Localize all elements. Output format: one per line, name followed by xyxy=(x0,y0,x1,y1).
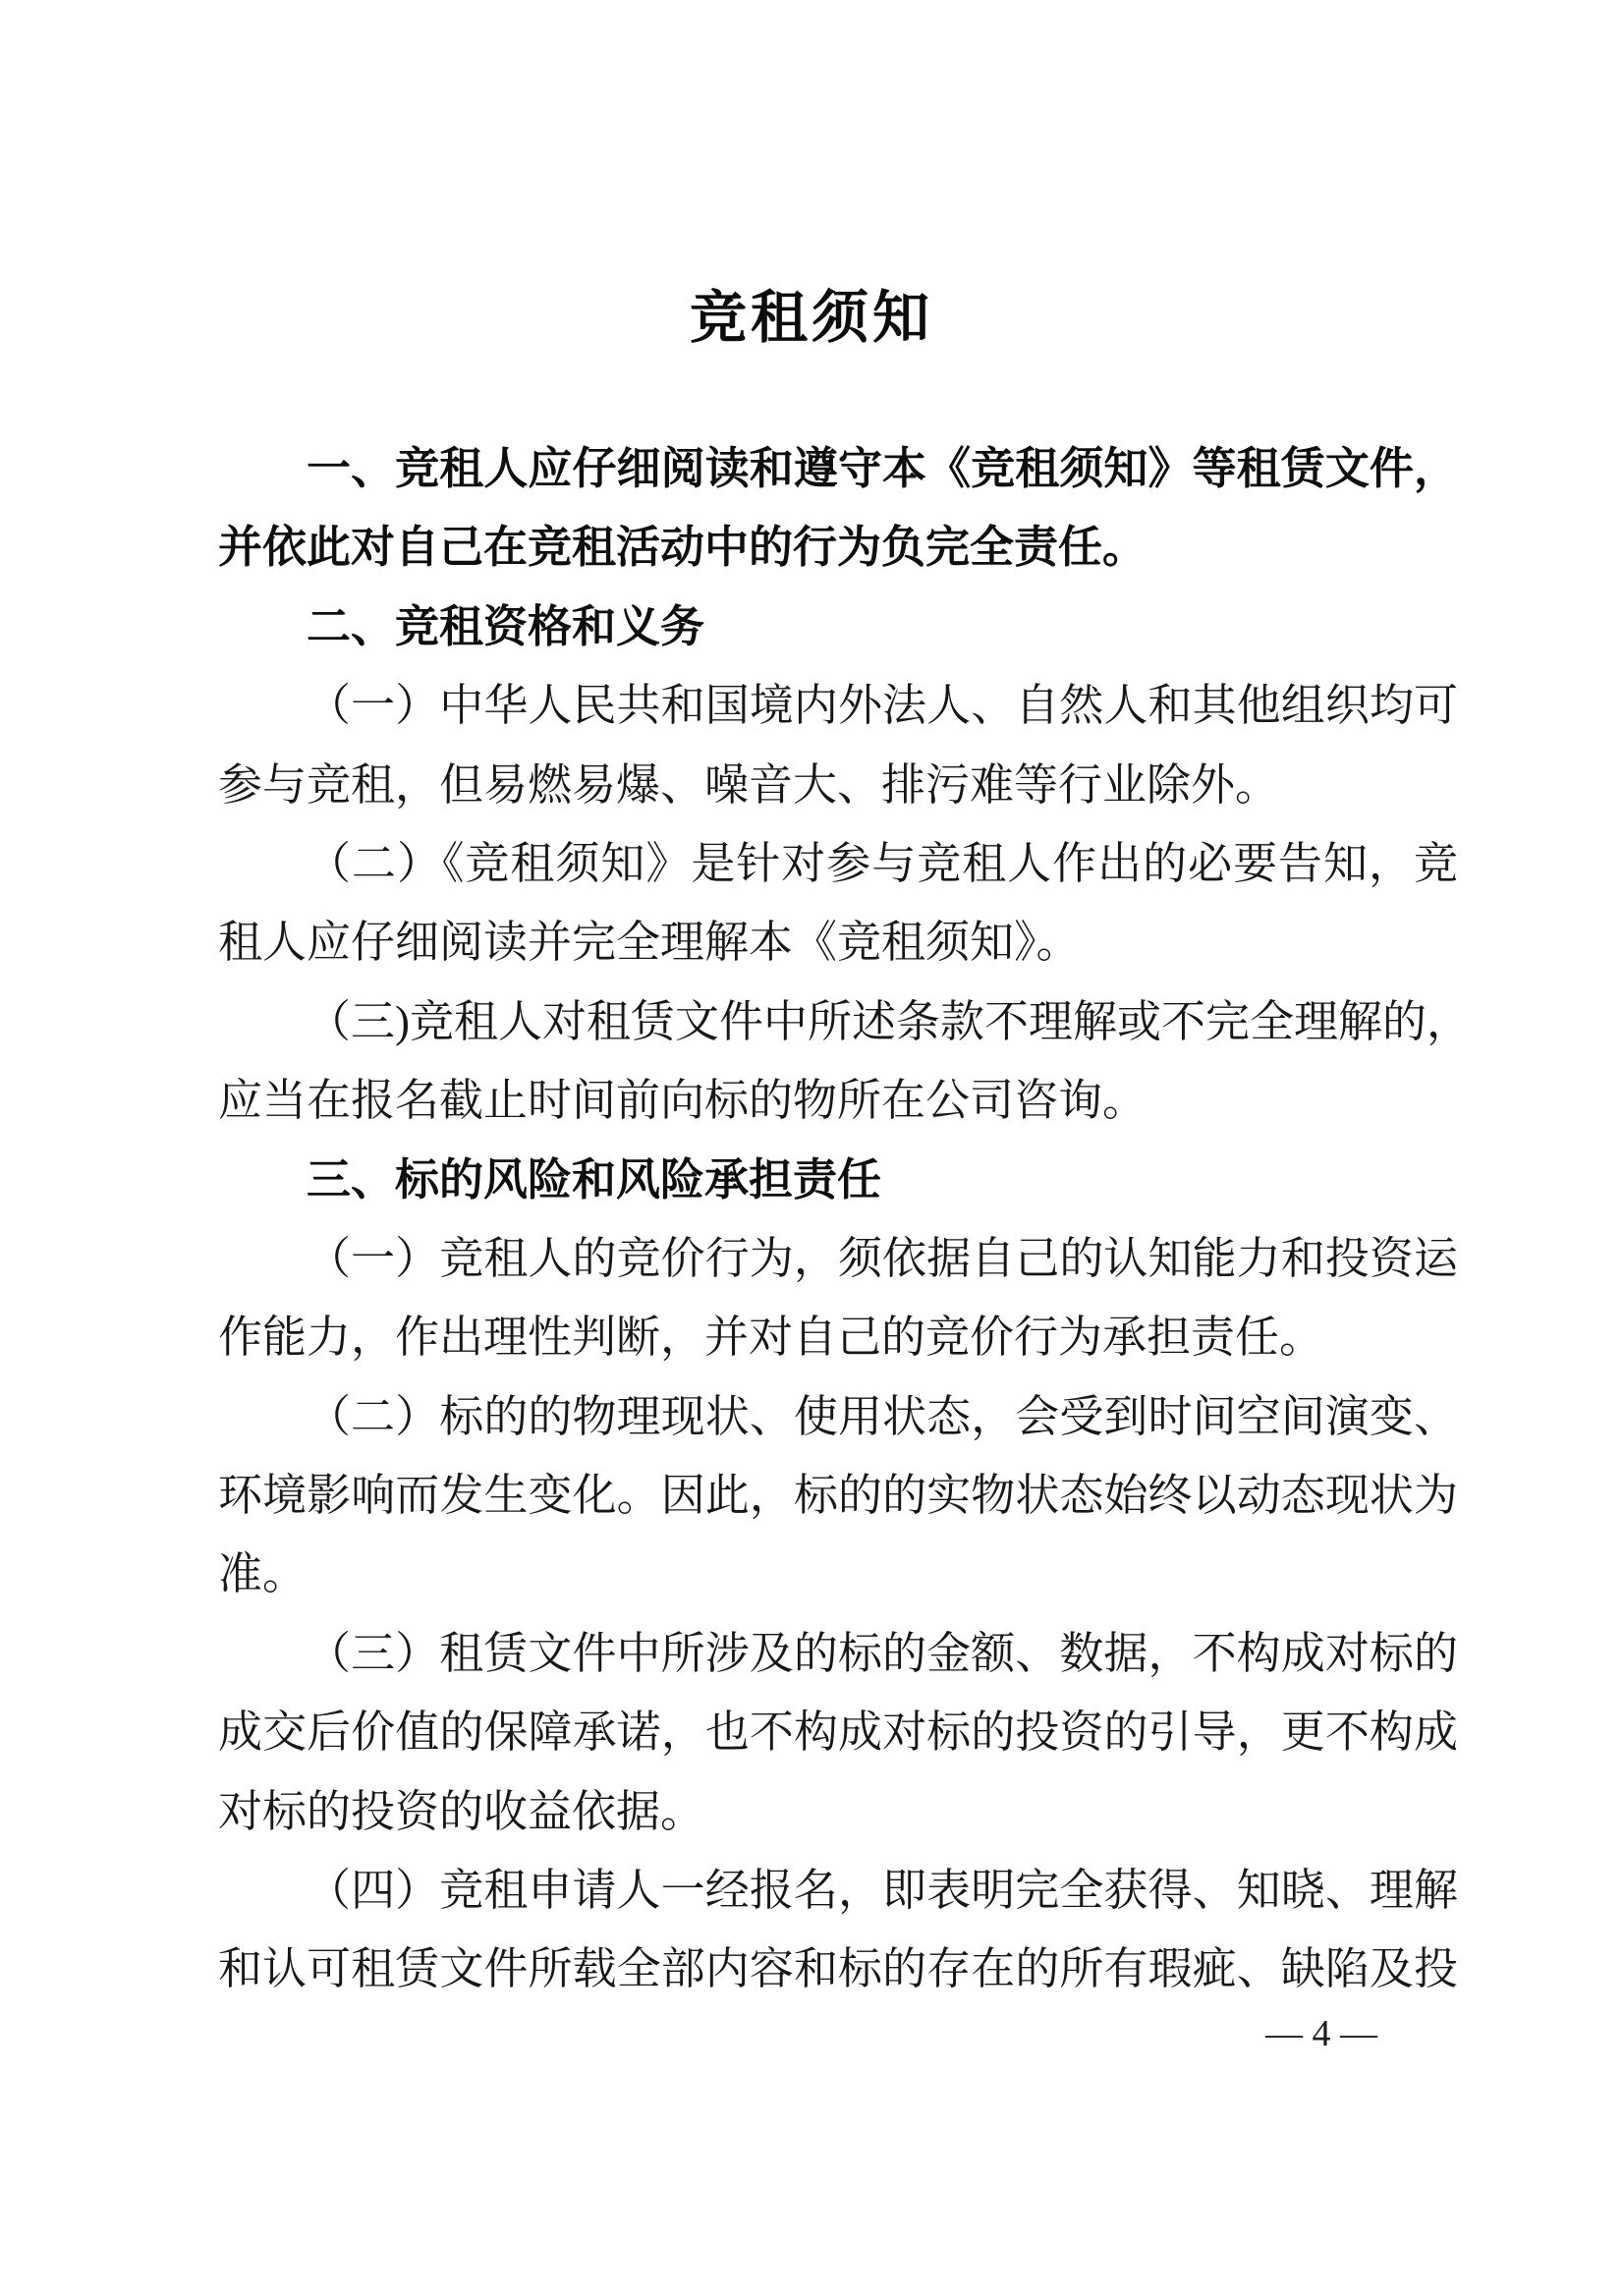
text-line-6: （二）《竞租须知》是针对参与竞租人作出的必要告知，竞 xyxy=(307,838,1458,888)
text-line-20: 和认可租赁文件所载全部内容和标的存在的所有瑕疵、缺陷及投 xyxy=(218,1944,1458,1994)
text-line-9: 应当在报名截止时间前向标的物所在公司咨询。 xyxy=(218,1076,1147,1126)
text-line-11: （一）竞租人的竞价行为，须依据自己的认知能力和投资运 xyxy=(307,1233,1458,1283)
text-line-1: 一、竞租人应仔细阅读和遵守本《竞租须知》等租赁文件， xyxy=(307,443,1458,493)
text-line-7: 租人应仔细阅读并完全理解本《竞租须知》。 xyxy=(218,918,1081,968)
text-line-8: （三)竞租人对租赁文件中所述条款不理解或不完全理解的， xyxy=(307,996,1471,1046)
text-line-3: 二、竞租资格和义务 xyxy=(307,600,705,651)
document-body xyxy=(218,429,1471,2009)
page-number: — 4 — xyxy=(1265,2013,1377,2054)
text-line-14: 环境影响而发生变化。因此，标的的实物状态始终以动态现状为 xyxy=(218,1471,1458,1521)
document-title: 竞租须知 xyxy=(689,286,933,350)
text-line-4: （一）中华人民共和国境内外法人、自然人和其他组织均可 xyxy=(307,681,1458,731)
text-line-12: 作能力，作出理性判断，并对自己的竞价行为承担责任。 xyxy=(218,1313,1324,1363)
text-line-19: （四）竞租申请人一经报名，即表明完全获得、知晓、理解 xyxy=(307,1866,1458,1916)
text-line-10: 三、标的风险和风险承担责任 xyxy=(307,1153,882,1204)
text-line-2: 并依此对自己在竞租活动中的行为负完全责任。 xyxy=(218,522,1147,573)
text-line-18: 对标的投资的收益依据。 xyxy=(218,1786,705,1836)
text-line-13: （二）标的的物理现状、使用状态，会受到时间空间演变、 xyxy=(307,1391,1458,1441)
text-line-15: 准。 xyxy=(218,1549,308,1599)
text-line-5: 参与竞租，但易燃易爆、噪音大、排污难等行业除外。 xyxy=(218,759,1280,810)
text-line-16: （三）租赁文件中所涉及的标的金额、数据，不构成对标的 xyxy=(307,1628,1458,1678)
text-line-17: 成交后价值的保障承诺，也不构成对标的投资的引导，更不构成 xyxy=(218,1708,1458,1758)
